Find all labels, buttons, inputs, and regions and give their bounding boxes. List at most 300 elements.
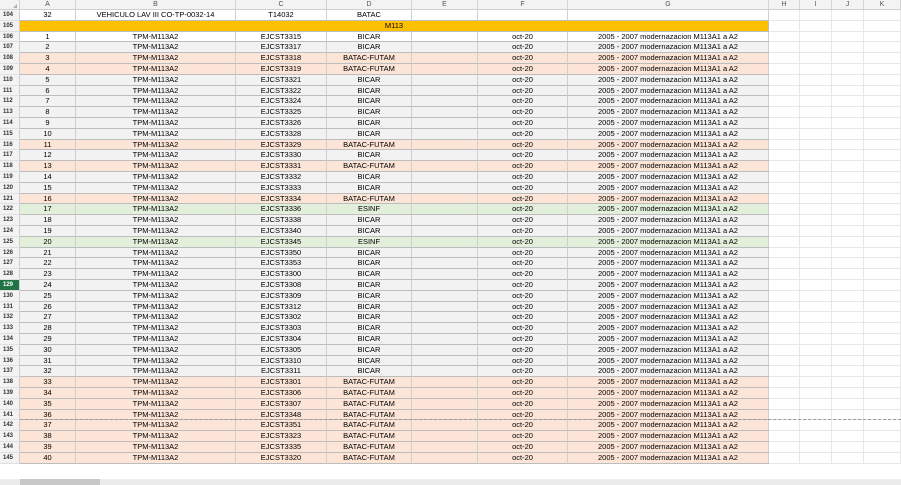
- cell-g[interactable]: 2005 - 2007 modernazacion M113A1 a A2: [568, 269, 769, 280]
- cell-a[interactable]: 36: [20, 410, 76, 421]
- row-header[interactable]: 144: [0, 442, 20, 453]
- cell-g[interactable]: 2005 - 2007 modernazacion M113A1 a A2: [568, 194, 769, 205]
- cell-d[interactable]: BATAC-FUTAM: [327, 420, 412, 431]
- cell-j[interactable]: [832, 237, 864, 248]
- cell-b[interactable]: TPM-M113A2: [76, 345, 236, 356]
- cell-e[interactable]: [412, 150, 478, 161]
- cell-b[interactable]: TPM-M113A2: [76, 150, 236, 161]
- cell-f[interactable]: oct-20: [478, 161, 568, 172]
- cell-j[interactable]: [832, 377, 864, 388]
- cell-c[interactable]: EJCST3306: [236, 388, 327, 399]
- cell-c[interactable]: EJCST3308: [236, 280, 327, 291]
- row-header[interactable]: 125: [0, 237, 20, 248]
- cell-h[interactable]: [769, 356, 800, 367]
- cell-a[interactable]: 2: [20, 42, 76, 53]
- cell-j[interactable]: [832, 183, 864, 194]
- cell-f[interactable]: oct-20: [478, 366, 568, 377]
- cell-e[interactable]: [412, 32, 478, 43]
- cell-c[interactable]: EJCST3304: [236, 334, 327, 345]
- row-header[interactable]: 137: [0, 366, 20, 377]
- row-header[interactable]: 107: [0, 42, 20, 53]
- cell-i[interactable]: [800, 194, 832, 205]
- cell-c[interactable]: EJCST3301: [236, 377, 327, 388]
- cell-i[interactable]: [800, 302, 832, 313]
- cell-b[interactable]: TPM-M113A2: [76, 442, 236, 453]
- cell-j[interactable]: [832, 312, 864, 323]
- cell-h[interactable]: [769, 42, 800, 53]
- cell-c[interactable]: EJCST3340: [236, 226, 327, 237]
- cell-b[interactable]: TPM-M113A2: [76, 323, 236, 334]
- cell-h[interactable]: [769, 248, 800, 259]
- cell-h[interactable]: [769, 388, 800, 399]
- cell-d[interactable]: BATAC-FUTAM: [327, 410, 412, 421]
- cell-d[interactable]: BATAC-FUTAM: [327, 399, 412, 410]
- cell-a[interactable]: 1: [20, 32, 76, 43]
- cell-f[interactable]: oct-20: [478, 226, 568, 237]
- cell-k[interactable]: [864, 32, 901, 43]
- cell-d[interactable]: BICAR: [327, 118, 412, 129]
- cell-k[interactable]: [864, 183, 901, 194]
- cell-g[interactable]: 2005 - 2007 modernazacion M113A1 a A2: [568, 420, 769, 431]
- cell-f[interactable]: oct-20: [478, 107, 568, 118]
- cell-i[interactable]: [800, 356, 832, 367]
- cell-b[interactable]: TPM-M113A2: [76, 42, 236, 53]
- cell-g[interactable]: 2005 - 2007 modernazacion M113A1 a A2: [568, 431, 769, 442]
- cell-e[interactable]: [412, 194, 478, 205]
- cell-g[interactable]: 2005 - 2007 modernazacion M113A1 a A2: [568, 86, 769, 97]
- cell-d[interactable]: BATAC-FUTAM: [327, 161, 412, 172]
- cell-b[interactable]: TPM-M113A2: [76, 431, 236, 442]
- cell-j[interactable]: [832, 107, 864, 118]
- cell-f[interactable]: oct-20: [478, 334, 568, 345]
- cell-d[interactable]: BICAR: [327, 302, 412, 313]
- cell-h[interactable]: [769, 194, 800, 205]
- cell-f[interactable]: oct-20: [478, 140, 568, 151]
- cell-c[interactable]: EJCST3305: [236, 345, 327, 356]
- cell-h[interactable]: [769, 366, 800, 377]
- cell-i[interactable]: [800, 107, 832, 118]
- cell-h[interactable]: [769, 64, 800, 75]
- cell-k[interactable]: [864, 248, 901, 259]
- cell-h[interactable]: [769, 215, 800, 226]
- cell-i[interactable]: [800, 21, 832, 32]
- cell-i[interactable]: [800, 442, 832, 453]
- cell-d[interactable]: ESINF: [327, 204, 412, 215]
- cell-f[interactable]: oct-20: [478, 453, 568, 464]
- cell-f[interactable]: oct-20: [478, 420, 568, 431]
- cell-k[interactable]: [864, 64, 901, 75]
- cell-c[interactable]: EJCST3335: [236, 442, 327, 453]
- cell-h[interactable]: [769, 140, 800, 151]
- cell-k[interactable]: [864, 291, 901, 302]
- cell-h[interactable]: [769, 226, 800, 237]
- cell-d[interactable]: BATAC: [327, 10, 412, 21]
- cell-f[interactable]: oct-20: [478, 302, 568, 313]
- cell-h[interactable]: [769, 377, 800, 388]
- cell-g[interactable]: 2005 - 2007 modernazacion M113A1 a A2: [568, 107, 769, 118]
- row-header[interactable]: 122: [0, 204, 20, 215]
- cell-j[interactable]: [832, 248, 864, 259]
- cell-j[interactable]: [832, 96, 864, 107]
- row-header[interactable]: 106: [0, 32, 20, 43]
- cell-g[interactable]: 2005 - 2007 modernazacion M113A1 a A2: [568, 96, 769, 107]
- cell-g[interactable]: 2005 - 2007 modernazacion M113A1 a A2: [568, 226, 769, 237]
- cell-f[interactable]: oct-20: [478, 64, 568, 75]
- cell-f[interactable]: oct-20: [478, 215, 568, 226]
- cell-e[interactable]: [412, 323, 478, 334]
- cell-j[interactable]: [832, 64, 864, 75]
- cell-d[interactable]: BATAC-FUTAM: [327, 64, 412, 75]
- cell-f[interactable]: oct-20: [478, 312, 568, 323]
- cell-k[interactable]: [864, 53, 901, 64]
- cell-k[interactable]: [864, 226, 901, 237]
- cell-h[interactable]: [769, 399, 800, 410]
- cell-k[interactable]: [864, 161, 901, 172]
- cell-i[interactable]: [800, 96, 832, 107]
- cell-j[interactable]: [832, 118, 864, 129]
- cell-b[interactable]: TPM-M113A2: [76, 291, 236, 302]
- cell-b[interactable]: TPM-M113A2: [76, 302, 236, 313]
- cell-i[interactable]: [800, 269, 832, 280]
- cell-i[interactable]: [800, 53, 832, 64]
- cell-a[interactable]: 5: [20, 75, 76, 86]
- cell-k[interactable]: [864, 420, 901, 431]
- row-header[interactable]: 112: [0, 96, 20, 107]
- cell-i[interactable]: [800, 237, 832, 248]
- cell-b[interactable]: TPM-M113A2: [76, 194, 236, 205]
- cell-d[interactable]: BICAR: [327, 107, 412, 118]
- cell-c[interactable]: EJCST3325: [236, 107, 327, 118]
- cell-h[interactable]: [769, 204, 800, 215]
- row-header[interactable]: 123: [0, 215, 20, 226]
- column-header-a[interactable]: A: [20, 0, 76, 9]
- cell-g[interactable]: 2005 - 2007 modernazacion M113A1 a A2: [568, 215, 769, 226]
- cell-i[interactable]: [800, 248, 832, 259]
- cell-i[interactable]: [800, 140, 832, 151]
- cell-i[interactable]: [800, 312, 832, 323]
- cell-e[interactable]: [412, 302, 478, 313]
- cell-a[interactable]: 12: [20, 150, 76, 161]
- cell-c[interactable]: EJCST3338: [236, 215, 327, 226]
- cell-b[interactable]: TPM-M113A2: [76, 96, 236, 107]
- cell-a[interactable]: 34: [20, 388, 76, 399]
- cell-b[interactable]: TPM-M113A2: [76, 75, 236, 86]
- row-header[interactable]: 138: [0, 377, 20, 388]
- cell-j[interactable]: [832, 10, 864, 21]
- row-header[interactable]: 118: [0, 161, 20, 172]
- cell-h[interactable]: [769, 431, 800, 442]
- cell-b[interactable]: TPM-M113A2: [76, 204, 236, 215]
- cell-g[interactable]: 2005 - 2007 modernazacion M113A1 a A2: [568, 399, 769, 410]
- cell-f[interactable]: oct-20: [478, 442, 568, 453]
- cell-j[interactable]: [832, 323, 864, 334]
- cell-c[interactable]: EJCST3321: [236, 75, 327, 86]
- cell-g[interactable]: 2005 - 2007 modernazacion M113A1 a A2: [568, 258, 769, 269]
- cell-a[interactable]: 21: [20, 248, 76, 259]
- cell-a[interactable]: 18: [20, 215, 76, 226]
- cell-g[interactable]: 2005 - 2007 modernazacion M113A1 a A2: [568, 75, 769, 86]
- cell-j[interactable]: [832, 420, 864, 431]
- cell-c[interactable]: EJCST3353: [236, 258, 327, 269]
- cell-g[interactable]: 2005 - 2007 modernazacion M113A1 a A2: [568, 140, 769, 151]
- cell-h[interactable]: [769, 280, 800, 291]
- cell-k[interactable]: [864, 399, 901, 410]
- cell-j[interactable]: [832, 258, 864, 269]
- cell-c[interactable]: EJCST3317: [236, 42, 327, 53]
- cell-f[interactable]: oct-20: [478, 258, 568, 269]
- cell-f[interactable]: oct-20: [478, 356, 568, 367]
- cell-f[interactable]: oct-20: [478, 183, 568, 194]
- cell-e[interactable]: [412, 345, 478, 356]
- column-header-h[interactable]: H: [769, 0, 800, 9]
- cell-i[interactable]: [800, 334, 832, 345]
- cell-i[interactable]: [800, 280, 832, 291]
- cell-c[interactable]: EJCST3307: [236, 399, 327, 410]
- cell-i[interactable]: [800, 172, 832, 183]
- cell-c[interactable]: EJCST3315: [236, 32, 327, 43]
- row-header[interactable]: 139: [0, 388, 20, 399]
- cell-b[interactable]: TPM-M113A2: [76, 269, 236, 280]
- column-header-d[interactable]: D: [327, 0, 412, 9]
- cell-d[interactable]: BICAR: [327, 356, 412, 367]
- cell-b[interactable]: TPM-M113A2: [76, 215, 236, 226]
- cell-f[interactable]: oct-20: [478, 248, 568, 259]
- cell-e[interactable]: [412, 96, 478, 107]
- cell-b[interactable]: TPM-M113A2: [76, 32, 236, 43]
- cell-g[interactable]: 2005 - 2007 modernazacion M113A1 a A2: [568, 291, 769, 302]
- column-header-f[interactable]: F: [478, 0, 568, 9]
- cell-i[interactable]: [800, 150, 832, 161]
- cell-i[interactable]: [800, 86, 832, 97]
- cell-k[interactable]: [864, 96, 901, 107]
- cell-j[interactable]: [832, 269, 864, 280]
- cell-f[interactable]: oct-20: [478, 269, 568, 280]
- cell-h[interactable]: [769, 453, 800, 464]
- cell-c[interactable]: EJCST3303: [236, 323, 327, 334]
- cell-i[interactable]: [800, 431, 832, 442]
- cell-a[interactable]: 24: [20, 280, 76, 291]
- cell-k[interactable]: [864, 21, 901, 32]
- cell-b[interactable]: TPM-M113A2: [76, 129, 236, 140]
- cell-f[interactable]: oct-20: [478, 129, 568, 140]
- cell-g[interactable]: 2005 - 2007 modernazacion M113A1 a A2: [568, 312, 769, 323]
- cell-h[interactable]: [769, 150, 800, 161]
- cell-d[interactable]: BICAR: [327, 280, 412, 291]
- cell-d[interactable]: BATAC-FUTAM: [327, 53, 412, 64]
- cell-b[interactable]: TPM-M113A2: [76, 420, 236, 431]
- cell-j[interactable]: [832, 140, 864, 151]
- cell-h[interactable]: [769, 302, 800, 313]
- row-header[interactable]: 124: [0, 226, 20, 237]
- cell-b[interactable]: TPM-M113A2: [76, 226, 236, 237]
- cell-f[interactable]: oct-20: [478, 42, 568, 53]
- cell-k[interactable]: [864, 356, 901, 367]
- cell-d[interactable]: BATAC-FUTAM: [327, 377, 412, 388]
- cell-d[interactable]: BATAC-FUTAM: [327, 194, 412, 205]
- cell-i[interactable]: [800, 453, 832, 464]
- cell-e[interactable]: [412, 75, 478, 86]
- cell-h[interactable]: [769, 118, 800, 129]
- cell-d[interactable]: BICAR: [327, 215, 412, 226]
- cell-d[interactable]: BICAR: [327, 345, 412, 356]
- cell-d[interactable]: BICAR: [327, 291, 412, 302]
- cell-c[interactable]: EJCST3310: [236, 356, 327, 367]
- cell-b[interactable]: TPM-M113A2: [76, 366, 236, 377]
- cell-k[interactable]: [864, 312, 901, 323]
- cell-j[interactable]: [832, 75, 864, 86]
- row-header[interactable]: 142: [0, 420, 20, 431]
- cell-e[interactable]: [412, 334, 478, 345]
- cell-j[interactable]: [832, 172, 864, 183]
- cell-a[interactable]: 33: [20, 377, 76, 388]
- cell-e[interactable]: [412, 237, 478, 248]
- cell-h[interactable]: [769, 129, 800, 140]
- cell-d[interactable]: BICAR: [327, 269, 412, 280]
- cell-h[interactable]: [769, 345, 800, 356]
- cell-f[interactable]: oct-20: [478, 86, 568, 97]
- cell-g[interactable]: 2005 - 2007 modernazacion M113A1 a A2: [568, 453, 769, 464]
- row-header[interactable]: 111: [0, 86, 20, 97]
- cell-e[interactable]: [412, 64, 478, 75]
- cell-f[interactable]: oct-20: [478, 388, 568, 399]
- cell-b[interactable]: TPM-M113A2: [76, 86, 236, 97]
- cell-i[interactable]: [800, 42, 832, 53]
- cell-j[interactable]: [832, 453, 864, 464]
- cell-k[interactable]: [864, 377, 901, 388]
- cell-h[interactable]: [769, 32, 800, 43]
- cell-i[interactable]: [800, 129, 832, 140]
- cell-i[interactable]: [800, 366, 832, 377]
- cell-c[interactable]: EJCST3300: [236, 269, 327, 280]
- cell-j[interactable]: [832, 21, 864, 32]
- cell-c[interactable]: EJCST3345: [236, 237, 327, 248]
- cell-h[interactable]: [769, 161, 800, 172]
- cell-g[interactable]: 2005 - 2007 modernazacion M113A1 a A2: [568, 53, 769, 64]
- row-header[interactable]: 134: [0, 334, 20, 345]
- row-header[interactable]: 121: [0, 194, 20, 205]
- cell-a[interactable]: 3: [20, 53, 76, 64]
- cell-e[interactable]: [412, 42, 478, 53]
- cell-e[interactable]: [412, 442, 478, 453]
- cell-g[interactable]: 2005 - 2007 modernazacion M113A1 a A2: [568, 150, 769, 161]
- cell-j[interactable]: [832, 302, 864, 313]
- cell-c[interactable]: EJCST3350: [236, 248, 327, 259]
- cell-g[interactable]: 2005 - 2007 modernazacion M113A1 a A2: [568, 345, 769, 356]
- cell-i[interactable]: [800, 75, 832, 86]
- cell-i[interactable]: [800, 399, 832, 410]
- cell-d[interactable]: BICAR: [327, 32, 412, 43]
- cell-h[interactable]: [769, 269, 800, 280]
- cell-d[interactable]: BATAC-FUTAM: [327, 442, 412, 453]
- cell-a[interactable]: 4: [20, 64, 76, 75]
- cell-h[interactable]: [769, 10, 800, 21]
- cell-e[interactable]: [412, 226, 478, 237]
- cell-a[interactable]: 32: [20, 366, 76, 377]
- cell-d[interactable]: BICAR: [327, 86, 412, 97]
- cell-d[interactable]: BICAR: [327, 172, 412, 183]
- cell-j[interactable]: [832, 150, 864, 161]
- cell-f[interactable]: oct-20: [478, 323, 568, 334]
- cell-d[interactable]: BICAR: [327, 150, 412, 161]
- cell-i[interactable]: [800, 323, 832, 334]
- cell-e[interactable]: [412, 118, 478, 129]
- cell-i[interactable]: [800, 258, 832, 269]
- cell-k[interactable]: [864, 280, 901, 291]
- cell-c[interactable]: EJCST3323: [236, 431, 327, 442]
- cell-g[interactable]: 2005 - 2007 modernazacion M113A1 a A2: [568, 280, 769, 291]
- cell-a[interactable]: 28: [20, 323, 76, 334]
- cell-a[interactable]: 23: [20, 269, 76, 280]
- cell-d[interactable]: BICAR: [327, 312, 412, 323]
- cell-k[interactable]: [864, 204, 901, 215]
- cell-e[interactable]: [412, 420, 478, 431]
- cell-g[interactable]: 2005 - 2007 modernazacion M113A1 a A2: [568, 388, 769, 399]
- cell-g[interactable]: 2005 - 2007 modernazacion M113A1 a A2: [568, 183, 769, 194]
- cell-a[interactable]: 25: [20, 291, 76, 302]
- cell-a[interactable]: 37: [20, 420, 76, 431]
- cell-h[interactable]: [769, 172, 800, 183]
- cell-a[interactable]: 11: [20, 140, 76, 151]
- cell-g[interactable]: 2005 - 2007 modernazacion M113A1 a A2: [568, 323, 769, 334]
- cell-g[interactable]: 2005 - 2007 modernazacion M113A1 a A2: [568, 248, 769, 259]
- cell-c[interactable]: EJCST3329: [236, 140, 327, 151]
- cell-b[interactable]: TPM-M113A2: [76, 453, 236, 464]
- cell-k[interactable]: [864, 334, 901, 345]
- cell-h[interactable]: [769, 86, 800, 97]
- cell-e[interactable]: [412, 291, 478, 302]
- cell-f[interactable]: oct-20: [478, 32, 568, 43]
- cell-c[interactable]: EJCST3351: [236, 420, 327, 431]
- cell-b[interactable]: VEHICULO LAV III CO-TP-0032-14: [76, 10, 236, 21]
- cell-e[interactable]: [412, 269, 478, 280]
- cell-g[interactable]: [568, 10, 769, 21]
- cell-c[interactable]: EJCST3348: [236, 410, 327, 421]
- cell-f[interactable]: oct-20: [478, 410, 568, 421]
- cell-i[interactable]: [800, 215, 832, 226]
- column-header-e[interactable]: E: [412, 0, 478, 9]
- cell-d[interactable]: BICAR: [327, 96, 412, 107]
- cell-k[interactable]: [864, 431, 901, 442]
- cell-c[interactable]: EJCST3326: [236, 118, 327, 129]
- row-header[interactable]: 113: [0, 107, 20, 118]
- cell-e[interactable]: [412, 129, 478, 140]
- cell-e[interactable]: [412, 204, 478, 215]
- cell-k[interactable]: [864, 86, 901, 97]
- cell-k[interactable]: [864, 237, 901, 248]
- row-header[interactable]: 110: [0, 75, 20, 86]
- cell-f[interactable]: oct-20: [478, 75, 568, 86]
- cell-k[interactable]: [864, 215, 901, 226]
- cell-b[interactable]: TPM-M113A2: [76, 377, 236, 388]
- cell-h[interactable]: [769, 420, 800, 431]
- cell-g[interactable]: 2005 - 2007 modernazacion M113A1 a A2: [568, 42, 769, 53]
- cell-e[interactable]: [412, 183, 478, 194]
- cell-f[interactable]: oct-20: [478, 96, 568, 107]
- row-header[interactable]: 128: [0, 269, 20, 280]
- cell-f[interactable]: oct-20: [478, 345, 568, 356]
- cell-a[interactable]: 10: [20, 129, 76, 140]
- cell-c[interactable]: EJCST3334: [236, 194, 327, 205]
- cell-h[interactable]: [769, 442, 800, 453]
- cell-e[interactable]: [412, 431, 478, 442]
- cell-f[interactable]: oct-20: [478, 399, 568, 410]
- cell-a[interactable]: 9: [20, 118, 76, 129]
- cell-k[interactable]: [864, 194, 901, 205]
- cell-c[interactable]: EJCST3311: [236, 366, 327, 377]
- cell-k[interactable]: [864, 129, 901, 140]
- cell-h[interactable]: [769, 21, 800, 32]
- cell-j[interactable]: [832, 291, 864, 302]
